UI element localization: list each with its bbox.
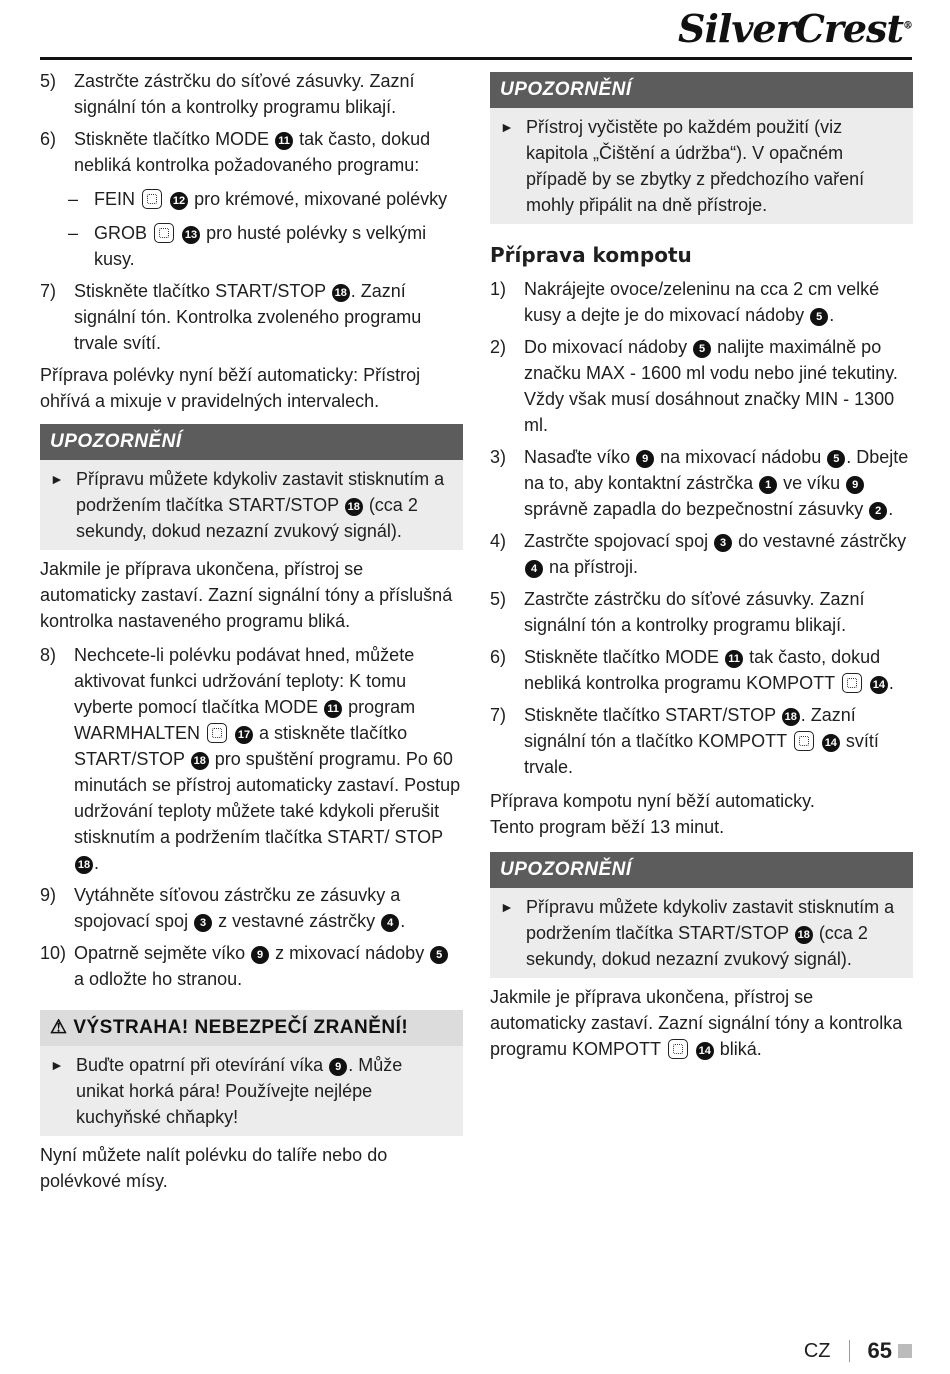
paragraph: Příprava kompotu nyní běží automaticky. [490,791,815,811]
kompott-icon [842,673,862,693]
warning-box: ⚠ VÝSTRAHA! NEBEZPEČÍ ZRANĚNÍ! ► Buďte opatrní při otevírání víka 9 . Může unikat horká pára! Používejte nejlépe kuchyňské chňapky! [40,1010,463,1136]
paragraph: Jakmile je příprava ukončena, přístroj se automaticky zastaví. Zazní signální tóny a příslušná kontrolka nastaveného programu bliká. [40,559,453,631]
header-rule [40,57,912,60]
notice-heading: UPOZORNĚNÍ [490,852,913,888]
paragraph: Příprava polévky nyní běží automaticky: Přístroj ohřívá a mixuje v pravidelných intervalech. [40,365,421,411]
ref-number: 11 [275,132,293,150]
arrow-icon: ► [50,1057,64,1073]
step-6: 6) Stiskněte tlačítko MODE 11 tak často, dokud nebliká kontrolka požadovaného programu: [40,129,431,175]
language-code: CZ [803,1339,831,1362]
notice-box: UPOZORNĚNÍ ► Přístroj vyčistěte po každém použití (viz kapitola „Čištění a údržba“). V opačném případě by se zbytky z předchozího vaření mohly připálit na dně přístroje. [490,72,913,224]
paragraph: Tento program běží 13 minut. [490,817,725,837]
notice-heading: UPOZORNĚNÍ [490,72,913,108]
section-heading: Příprava kompotu [490,243,692,267]
fein-icon [142,189,162,209]
warmhalten-icon [207,723,227,743]
notice-box: UPOZORNĚNÍ ► Přípravu můžete kdykoliv zastavit stisknutím a podržením tlačítka START/STOP 18 (cca 2 sekundy, dokud nezazní zvukový signál). [40,424,463,550]
page-number: 65 [867,1338,892,1363]
notice-heading: UPOZORNĚNÍ [40,424,463,460]
arrow-icon: ► [50,471,64,487]
paragraph: Jakmile je příprava ukončena, přístroj se automaticky zastaví. Zazní signální tóny a kontrolka programu KOMPOTT 14 bliká. [490,987,903,1059]
brand-logo: SilverCrest® [678,6,912,51]
left-column [40,68,463,1202]
arrow-icon: ► [500,899,514,915]
arrow-icon: ► [500,119,514,135]
step-8: 8) Nechcete-li polévku podávat hned, můžete aktivovat funkci udržování teploty: K tomu vyberte pomocí tlačítka MODE 11 program WARMHALTEN 17 a stiskněte tlačítko START/STOP 18 pro spuštění programu. Po 60 minutách se přístroj automaticky zastaví. Postup udržování teploty můžete také kdykoli přerušit stisknutím a podržením tlačítka START/ STOP 18 . [40,645,461,873]
step-1: 1) Nakrájejte ovoce/zeleninu na cca 2 cm velké kusy a dejte je do mixovací nádoby 5 . [490,279,880,325]
step-10: 10) Opatrně sejměte víko 9 z mixovací nádoby 5 a odložte ho stranou. [40,940,463,992]
step-5: 5) Zastrčte zástrčku do síťové zásuvky. Zazní signální tón a kontrolky programu blikají. [40,71,415,117]
warning-triangle-icon: ⚠ [50,1017,68,1038]
option-grob: – GROB 13 pro husté polévky s velkými kusy. [68,223,427,269]
grob-icon [154,223,174,243]
paragraph: Nyní můžete nalít polévku do talíře nebo do polévkové mísy. [40,1145,388,1191]
step-2: 2) Do mixovací nádoby 5 nalijte maximálně po značku MAX - 1600 ml vodu nebo jiné tekutiny. Vždy však musí dosáhnout značky MIN - 1300 ml. [490,337,898,435]
step-5: 5) Zastrčte zástrčku do síťové zásuvky. Zazní signální tón a kontrolky programu blikají. [490,589,865,635]
page-marker-icon [898,1344,912,1358]
kompott-icon [794,731,814,751]
right-column [490,68,913,1070]
step-7: 7) Stiskněte tlačítko START/STOP 18 . Zazní signální tón a tlačítko KOMPOTT 14 svítí trvale. [490,705,879,777]
step-4: 4) Zastrčte spojovací spoj 3 do vestavné zástrčky 4 na přístroji. [490,531,907,577]
step-9: 9) Vytáhněte síťovou zástrčku ze zásuvky a spojovací spoj 3 z vestavné zástrčky 4 . [40,885,406,931]
notice-box: UPOZORNĚNÍ ► Přípravu můžete kdykoliv zastavit stisknutím a podržením tlačítka START/STOP 18 (cca 2 sekundy, dokud nezazní zvukový signál). [490,852,913,978]
page-footer [804,1338,912,1364]
step-7: 7) Stiskněte tlačítko START/STOP 18 . Zazní signální tón. Kontrolka zvoleného programu trvale svítí. [40,281,422,353]
option-fein: – FEIN 12 pro krémové, mixované polévky [68,189,448,209]
step-6: 6) Stiskněte tlačítko MODE 11 tak často, dokud nebliká kontrolka programu KOMPOTT 14 . [490,647,894,693]
step-3: 3) Nasaďte víko 9 na mixovací nádobu 5 . Dbejte na to, aby kontaktní zástrčka 1 ve víku 9 správně zapadla do bezpečnostní zásuvky 2 . [490,447,909,519]
kompott-icon [668,1039,688,1059]
